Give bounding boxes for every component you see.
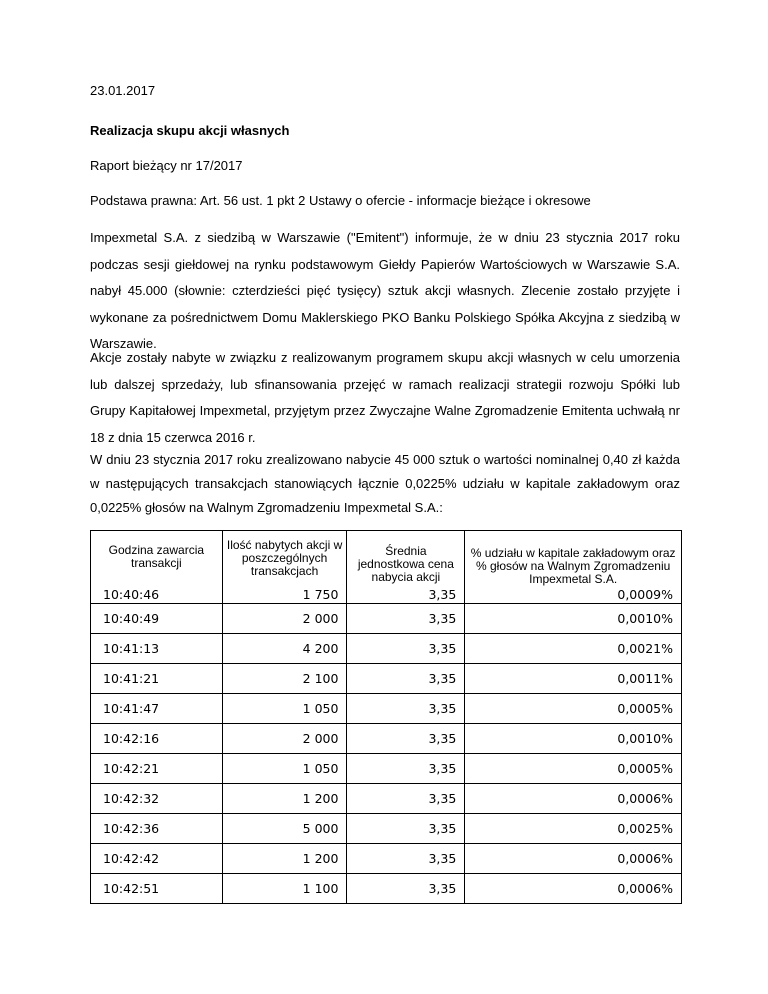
- table-row: [91, 754, 682, 784]
- cell-time: 10:41:13: [91, 634, 223, 664]
- cell-share: 0,0011%: [465, 664, 682, 694]
- header-time-label: Godzina zawarcia transakcji: [108, 543, 205, 570]
- table-row: [91, 694, 682, 724]
- cell-time: 10:42:51: [91, 874, 223, 904]
- cell-quantity: 4 200: [222, 634, 347, 664]
- cell-time: 10:41:47: [91, 694, 223, 724]
- legal-basis: Podstawa prawna: Art. 56 ust. 1 pkt 2 Ustawy o ofercie - informacje bieżące i okresowe: [90, 193, 591, 208]
- transactions-table: [90, 530, 682, 904]
- cell-share: 0,0006%: [465, 874, 682, 904]
- paragraph-purpose: Akcje zostały nabyte w związku z realizowanym programem skupu akcji własnych w celu umorzenia lub dalszej sprzedaży, lub sfinansowania przejęć w ramach realizacji strategii rozwoju Spółki lub Grupy Kapitałowej Impexmetal, przyjętym przez Zwyczajne Walne Zgromadzenie Emitenta uchwałą nr 18 z dnia 15 czerwca 2016 r.: [90, 350, 680, 445]
- cell-price: 3,35: [347, 784, 465, 814]
- cell-price: 3,35: [347, 634, 465, 664]
- cell-price: 3,35: [428, 587, 457, 602]
- paragraph-summary: W dniu 23 stycznia 2017 roku zrealizowano nabycie 45 000 sztuk o wartości nominalnej 0,40 zł każda w następujących transakcjach stanowiących łącznie 0,0225% udziału w kapitale zakładowym oraz 0,0225% głosów na Walnym Zgromadzeniu Impexmetal S.A.:: [90, 452, 680, 515]
- cell-time: 10:41:21: [91, 664, 223, 694]
- table-row: [91, 784, 682, 814]
- cell-share: 0,0005%: [465, 694, 682, 724]
- report-title: Realizacja skupu akcji własnych: [90, 123, 290, 138]
- cell-quantity: 5 000: [222, 814, 347, 844]
- cell-price: 3,35: [347, 814, 465, 844]
- paragraph-announcement: Impexmetal S.A. z siedzibą w Warszawie ("Emitent") informuje, że w dniu 23 stycznia 2017 roku podczas sesji giełdowej na rynku podstawowym Giełdy Papierów Wartościowych w Warszawie S.A. nabył 45.000 (słownie: czterdzieści pięć tysięcy) sztuk akcji własnych. Zlecenie zostało przyjęte i wykonane za pośrednictwem Domu Maklerskiego PKO Banku Polskiego Spółka Akcyjna z siedzibą w Warszawie.: [90, 230, 680, 351]
- header-quantity: [222, 531, 347, 604]
- table-row: [91, 634, 682, 664]
- header-price-label: Średnia jednostkowa cena nabycia akcji: [357, 544, 454, 584]
- cell-time: 10:42:32: [91, 784, 223, 814]
- cell-price: 3,35: [347, 874, 465, 904]
- header-quantity-label: Ilość nabytych akcji w poszczególnych transakcjach: [226, 538, 343, 578]
- report-number: Raport bieżący nr 17/2017: [90, 158, 243, 173]
- header-share: [465, 531, 682, 604]
- cell-share: 0,0009%: [617, 587, 673, 602]
- cell-share: 0,0021%: [465, 634, 682, 664]
- cell-price: 3,35: [347, 664, 465, 694]
- table-row: [91, 604, 682, 634]
- cell-quantity: 2 100: [222, 664, 347, 694]
- cell-quantity: 1 200: [222, 784, 347, 814]
- cell-share: 0,0006%: [465, 844, 682, 874]
- cell-quantity: 1 750: [302, 587, 339, 602]
- cell-quantity: 2 000: [222, 724, 347, 754]
- table-row: [91, 724, 682, 754]
- cell-price: 3,35: [347, 694, 465, 724]
- cell-quantity: 2 000: [222, 604, 347, 634]
- cell-share: 0,0025%: [465, 814, 682, 844]
- cell-time: 10:42:21: [91, 754, 223, 784]
- cell-share: 0,0010%: [465, 724, 682, 754]
- cell-time: 10:40:49: [91, 604, 223, 634]
- header-price: [347, 531, 465, 604]
- cell-time: 10:42:36: [91, 814, 223, 844]
- transactions-body: [91, 604, 682, 904]
- cell-price: 3,35: [347, 724, 465, 754]
- cell-quantity: 1 100: [222, 874, 347, 904]
- cell-share: 0,0006%: [465, 784, 682, 814]
- table-row: [91, 874, 682, 904]
- table-header-row: [91, 531, 682, 604]
- cell-time: 10:40:46: [103, 587, 160, 602]
- header-share-label: % udziału w kapitale zakładowym oraz % głosów na Walnym Zgromadzeniu Impexmetal S.A.: [470, 546, 676, 586]
- cell-share: 0,0010%: [465, 604, 682, 634]
- cell-time: 10:42:16: [91, 724, 223, 754]
- cell-price: 3,35: [347, 844, 465, 874]
- table-row: [91, 664, 682, 694]
- cell-quantity: 1 050: [222, 694, 347, 724]
- cell-quantity: 1 200: [222, 844, 347, 874]
- cell-share: 0,0005%: [465, 754, 682, 784]
- table-row: [91, 814, 682, 844]
- cell-quantity: 1 050: [222, 754, 347, 784]
- cell-price: 3,35: [347, 754, 465, 784]
- cell-price: 3,35: [347, 604, 465, 634]
- report-date: 23.01.2017: [90, 83, 156, 98]
- cell-time: 10:42:42: [91, 844, 223, 874]
- table-row: [91, 844, 682, 874]
- header-time: [91, 531, 223, 604]
